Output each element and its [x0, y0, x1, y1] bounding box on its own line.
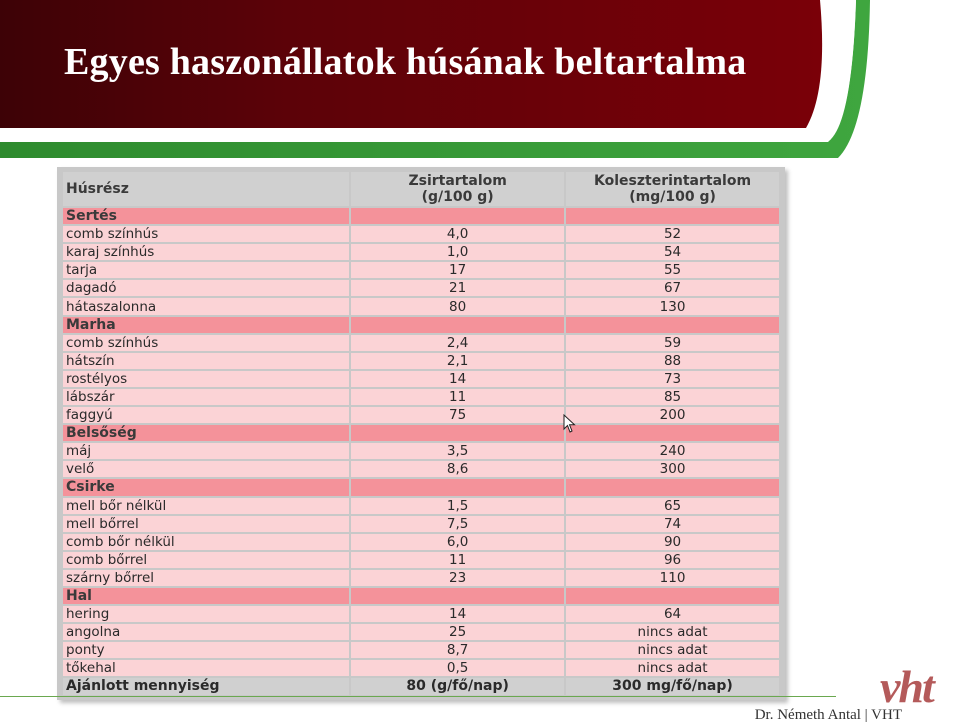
cell-cholesterol: 90 — [566, 534, 779, 550]
cell-fat: 14 — [351, 371, 564, 387]
group-spacer — [566, 425, 779, 441]
cell-part: tőkehal — [63, 660, 349, 676]
cell-fat: 17 — [351, 262, 564, 278]
cell-fat: 14 — [351, 606, 564, 622]
cell-part: mell bőrrel — [63, 516, 349, 532]
cell-fat: 4,0 — [351, 226, 564, 242]
table-row — [63, 570, 779, 586]
header-fat: Zsirtartalom (g/100 g) — [351, 172, 564, 206]
cell-fat: 80 — [351, 298, 564, 314]
table-row — [63, 353, 779, 369]
cell-cholesterol: 64 — [566, 606, 779, 622]
table-row — [63, 262, 779, 278]
cell-part: ponty — [63, 642, 349, 658]
cell-fat: 2,1 — [351, 353, 564, 369]
table-row — [63, 534, 779, 550]
footer-label: Ajánlott mennyiség — [63, 678, 349, 694]
header-cholesterol: Koleszterintartalom (mg/100 g) — [566, 172, 779, 206]
cell-cholesterol: 55 — [566, 262, 779, 278]
cell-cholesterol: 200 — [566, 407, 779, 423]
group-spacer — [351, 479, 564, 495]
cell-part: comb bőrrel — [63, 552, 349, 568]
cell-part: hering — [63, 606, 349, 622]
cell-fat: 0,5 — [351, 660, 564, 676]
table-row — [63, 660, 779, 676]
cell-cholesterol: 59 — [566, 335, 779, 351]
table-body — [63, 208, 779, 676]
cell-part: angolna — [63, 624, 349, 640]
cell-cholesterol: 240 — [566, 443, 779, 459]
group-row — [63, 479, 779, 495]
cell-fat: 23 — [351, 570, 564, 586]
group-name: Marha — [63, 317, 349, 333]
table-row — [63, 461, 779, 477]
cell-cholesterol: nincs adat — [566, 642, 779, 658]
cell-cholesterol: 73 — [566, 371, 779, 387]
cell-cholesterol: 110 — [566, 570, 779, 586]
group-spacer — [351, 588, 564, 604]
group-name: Belsőség — [63, 425, 349, 441]
table-row — [63, 498, 779, 514]
cell-part: tarja — [63, 262, 349, 278]
group-name: Csirke — [63, 479, 349, 495]
table-row — [63, 335, 779, 351]
cell-part: hátaszalonna — [63, 298, 349, 314]
table-row — [63, 606, 779, 622]
table-row — [63, 624, 779, 640]
nutrition-table-frame — [57, 167, 785, 700]
footer-cholesterol: 300 mg/fő/nap) — [566, 678, 779, 694]
mouse-cursor-icon — [563, 414, 577, 434]
cell-part: dagadó — [63, 280, 349, 296]
cell-cholesterol: 300 — [566, 461, 779, 477]
table-row — [63, 389, 779, 405]
cell-fat: 8,7 — [351, 642, 564, 658]
cell-fat: 1,0 — [351, 244, 564, 260]
group-spacer — [351, 425, 564, 441]
cell-fat: 7,5 — [351, 516, 564, 532]
table-row — [63, 516, 779, 532]
cell-cholesterol: 130 — [566, 298, 779, 314]
cell-cholesterol: 67 — [566, 280, 779, 296]
table-footer-row — [63, 678, 779, 694]
group-row — [63, 317, 779, 333]
cell-part: rostélyos — [63, 371, 349, 387]
cell-cholesterol: 85 — [566, 389, 779, 405]
cell-fat: 2,4 — [351, 335, 564, 351]
cell-fat: 1,5 — [351, 498, 564, 514]
group-spacer — [566, 317, 779, 333]
vht-logo: vht — [880, 661, 933, 712]
group-spacer — [566, 588, 779, 604]
cell-part: velő — [63, 461, 349, 477]
cell-part: comb bőr nélkül — [63, 534, 349, 550]
group-row — [63, 208, 779, 224]
nutrition-table — [61, 170, 781, 697]
cell-part: hátszín — [63, 353, 349, 369]
footer-fat: 80 (g/fő/nap) — [351, 678, 564, 694]
cell-fat: 75 — [351, 407, 564, 423]
cell-part: lábszár — [63, 389, 349, 405]
cell-cholesterol: nincs adat — [566, 624, 779, 640]
group-spacer — [566, 479, 779, 495]
cell-fat: 25 — [351, 624, 564, 640]
cell-part: szárny bőrrel — [63, 570, 349, 586]
cell-fat: 8,6 — [351, 461, 564, 477]
table-row — [63, 244, 779, 260]
cell-part: comb színhús — [63, 335, 349, 351]
table-row — [63, 298, 779, 314]
cell-part: karaj színhús — [63, 244, 349, 260]
cell-cholesterol: 74 — [566, 516, 779, 532]
cell-fat: 21 — [351, 280, 564, 296]
group-row — [63, 588, 779, 604]
footer-divider — [0, 696, 836, 697]
cell-cholesterol: 88 — [566, 353, 779, 369]
group-spacer — [351, 317, 564, 333]
cell-fat: 11 — [351, 389, 564, 405]
header-banner — [0, 0, 960, 165]
cell-part: comb színhús — [63, 226, 349, 242]
author-credit: Dr. Németh Antal | VHT — [754, 707, 902, 723]
table-row — [63, 443, 779, 459]
table-header-row — [63, 172, 779, 206]
cell-cholesterol: 96 — [566, 552, 779, 568]
slide-title: Egyes haszonállatok húsának beltartalma — [64, 41, 747, 83]
table-row — [63, 407, 779, 423]
table-row — [63, 642, 779, 658]
cell-part: máj — [63, 443, 349, 459]
cell-fat: 6,0 — [351, 534, 564, 550]
cell-fat: 3,5 — [351, 443, 564, 459]
table-row — [63, 226, 779, 242]
group-spacer — [566, 208, 779, 224]
cell-part: mell bőr nélkül — [63, 498, 349, 514]
group-row — [63, 425, 779, 441]
group-spacer — [351, 208, 564, 224]
table-row — [63, 552, 779, 568]
group-name: Hal — [63, 588, 349, 604]
cell-cholesterol: nincs adat — [566, 660, 779, 676]
cell-fat: 11 — [351, 552, 564, 568]
header-part: Húsrész — [63, 172, 349, 206]
cell-cholesterol: 54 — [566, 244, 779, 260]
table-row — [63, 371, 779, 387]
cell-cholesterol: 65 — [566, 498, 779, 514]
cell-cholesterol: 52 — [566, 226, 779, 242]
group-name: Sertés — [63, 208, 349, 224]
cell-part: faggyú — [63, 407, 349, 423]
table-row — [63, 280, 779, 296]
